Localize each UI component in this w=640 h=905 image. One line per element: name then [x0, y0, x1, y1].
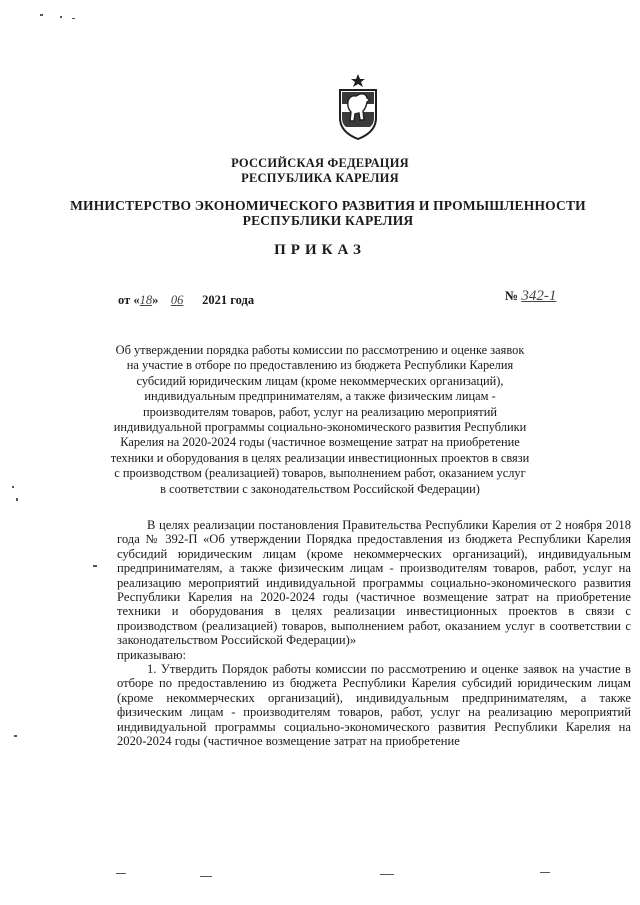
scan-speck	[72, 18, 75, 19]
preamble-paragraph: В целях реализации постановления Правительства Республики Карелия от 2 ноября 2018 года № 392-П «Об утверждении Порядка предоставления из бюджета Республики Карелия субсидий юридическим лицам (кроме некоммерческих организаций), индивидуальным предпринимателям, а также физическим лицам - производителям товаров, работ, услуг на реализацию мероприятий индивидуальной программы социально-экономического развития Республики Карелия на 2020-2024 годы (частичное возмещение затрат на приобретение техники и оборудования в целях реализации инвестиционных проектов в связи с производством (реализацией) товаров, выполнением работ, оказанием услуг в соответствии с законодательством Российской Федерации)»	[117, 518, 631, 648]
scan-speck	[540, 872, 550, 873]
number-value: 342-1	[521, 288, 557, 304]
date-month: 06	[170, 293, 184, 307]
order-number	[505, 288, 556, 305]
date-separator: »	[152, 293, 162, 307]
order-word: приказываю:	[117, 647, 187, 662]
date-day: 18	[139, 293, 153, 307]
scan-speck	[60, 16, 62, 18]
document-type-title: ПРИКАЗ	[274, 242, 366, 258]
scan-speck	[200, 876, 212, 877]
order-body	[117, 518, 631, 749]
scan-speck	[12, 486, 14, 488]
scan-speck	[380, 874, 394, 875]
ministry-title-line-1: МИНИСТЕРСТВО ЭКОНОМИЧЕСКОГО РАЗВИТИЯ И ПРОМЫШЛЕННОСТИ	[70, 198, 586, 213]
scan-speck	[14, 735, 17, 737]
order-subject: Об утверждении порядка работы комиссии по рассмотрению и оценке заявок на участие в отборе по предоставлению из бюджета Республики Карелия субсидий юридическим лицам (кроме некоммерческих организаций), индивидуальным предпринимателям, а также физическим лицам - производителям товаров, работ, услуг на реализацию мероприятий индивидуальной программы социально-экономического развития Республики Карелия на 2020-2024 годы (частичное возмещение затрат на приобретение техники и оборудования в целях реализации инвестиционных проектов в связи с производством (реализацией) товаров, выполнением работ, оказанием услуг в соответствии с законодательством Российской Федерации)	[110, 343, 530, 496]
scan-speck	[93, 565, 97, 567]
date-year: 2021 года	[202, 293, 255, 307]
scan-speck	[40, 14, 43, 16]
scan-speck	[16, 498, 18, 501]
ministry-title-line-2: РЕСПУБЛИКИ КАРЕЛИЯ	[242, 213, 414, 228]
number-label: №	[505, 288, 519, 303]
karelia-coat-of-arms-icon	[336, 74, 380, 140]
order-item-1: 1. Утвердить Порядок работы комиссии по рассмотрению и оценке заявок на участие в отборе по предоставлению из бюджета Республики Карелия субсидий юридическим лицам (кроме некоммерческих организаций), индивидуальным предпринимателям, а также физическим лицам - производителям товаров, работ, услуг на реализацию мероприятий индивидуальной программы социально-экономического развития Республики Карелия на 2020-2024 годы (частичное возмещение затрат на приобретение	[117, 662, 631, 749]
country-title: РОССИЙСКАЯ ФЕДЕРАЦИЯ	[231, 156, 409, 170]
scan-speck	[116, 873, 126, 874]
date-prefix: от «	[118, 293, 140, 307]
order-date	[118, 293, 254, 308]
republic-title: РЕСПУБЛИКА КАРЕЛИЯ	[241, 171, 399, 185]
